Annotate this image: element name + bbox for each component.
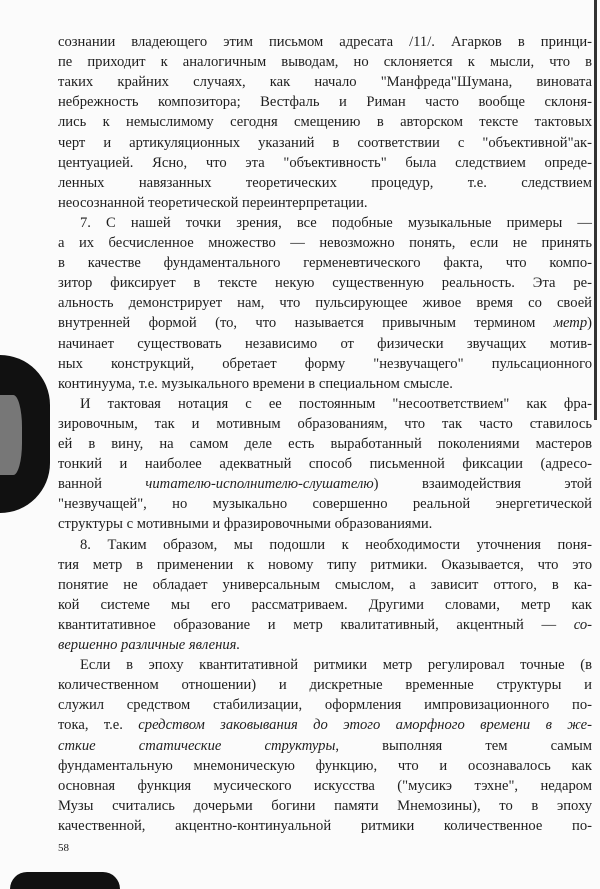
text-segment: сознании владеющего этим письмом адресата /11/. Агарков в принци- [58, 34, 592, 50]
text-segment: 8. Таким образом, мы подошли к необходимости уточнения поня- [80, 536, 592, 553]
text-segment: "незвучащей", но музыкально совершенно реальной энергетической [58, 496, 592, 513]
text-segment: тия метр в применении к новому типу ритмики. Оказывается, что это [58, 556, 592, 573]
text-segment: , выполняя тем самым [335, 737, 592, 754]
text-line [58, 515, 592, 534]
text-line [80, 536, 592, 555]
text-line [58, 737, 592, 756]
text-segment: качественной, акцентно-континуальной ритмики количественное по- [58, 817, 592, 834]
italic-text: метр [553, 315, 588, 332]
text-line [58, 154, 592, 173]
text-segment: внутренней формой (то, что называется привычным термином [58, 315, 554, 332]
text-line [58, 294, 592, 313]
text-segment: ей в вину, на самом деле есть выработанный поколениями мастеров [58, 436, 592, 452]
text-segment: ленных навязанных теоретических процедур, т.е. следствием [58, 174, 592, 191]
text-segment: неосознанной теоретической переинтерпретации. [58, 194, 368, 211]
text-line [58, 495, 592, 514]
text-segment: а их бесчисленное множество — невозможно понять, если не принять [58, 235, 592, 251]
text-segment: основная функция мусического искусства ("мусикэ тэхне", недаром [58, 777, 592, 794]
text-line [58, 475, 592, 494]
text-line [58, 676, 592, 695]
text-line [58, 73, 592, 92]
text-line [58, 335, 592, 354]
text-segment: пе приходит к аналогичным выводам, но склоняется к мысли, что в [58, 54, 592, 71]
text-line [58, 576, 592, 595]
text-segment: служил средством стабилизации, оформления импровизационного по- [58, 697, 592, 714]
italic-text: сткие статические структуры [58, 737, 336, 754]
text-segment: ных конструкций, обретает форму "незвучащего" пульсационного [58, 355, 592, 372]
text-line [58, 757, 592, 776]
text-segment: Если в эпоху квантитативной ритмики метр регулировал точные (в [80, 657, 592, 674]
page-number: 58 [58, 842, 69, 854]
text-segment: количественном отношении) и дискретные временные структуры и [58, 677, 592, 694]
text-segment: небрежность композитора; Вестфаль и Риман часто вообще склоня- [58, 94, 592, 111]
text-line [58, 93, 592, 112]
text-segment: начинает существовать независимо от физически звучащих мотив- [58, 335, 592, 352]
text-segment: альность демонстрирует нам, что пульсирующее живое время со своей [58, 295, 592, 312]
text-segment: ) взаимодействия этой [373, 476, 592, 493]
text-segment: структуры с мотивными и фразировочными образованиями. [58, 516, 433, 533]
text-segment: центуацией. Ясно, что эта "объективность" была следствием опреде- [58, 154, 592, 171]
text-segment: тока, т.е. [58, 717, 139, 734]
text-line [58, 817, 592, 836]
scan-artifact-bottom [10, 872, 120, 889]
text-line [58, 777, 592, 796]
italic-text: читателю-исполнителю-слушателю [145, 476, 374, 493]
text-segment: фундаментальную мнемоническую функцию, что и осознавалось как [58, 757, 592, 774]
text-segment: ванной [58, 476, 146, 493]
text-segment: понятие не обладает универсальным смыслом, а зависит оттого, в ка- [58, 576, 592, 593]
text-line [58, 174, 592, 193]
text-segment: таких крайних случаях, как начало "Манфреда"Шумана, виновата [58, 74, 592, 91]
text-segment: И тактовая нотация с ее постоянным "несоответствием" как фра- [80, 395, 592, 412]
text-line [58, 33, 592, 52]
text-line [58, 716, 592, 735]
text-line [80, 214, 592, 233]
text-segment: зировочным, так и мотивным образованиям, что так часто ставилось [58, 415, 592, 432]
italic-text: со- [573, 616, 592, 633]
text-line [58, 274, 592, 293]
text-line [58, 134, 592, 153]
text-segment: континуума, т.е. музыкального времени в специальном смысле. [58, 375, 453, 392]
text-line [58, 234, 592, 253]
text-segment: квантитативное образование и метр квалитативный, акцентный — [58, 616, 574, 633]
text-line [58, 435, 592, 454]
text-line [58, 53, 592, 72]
scan-artifact-left-inner [0, 395, 22, 475]
text-segment: Музы считались дочерьми богини памяти Мнемозины), то в эпоху [58, 797, 592, 814]
italic-text: вершенно различные явления. [58, 637, 241, 653]
text-line [58, 415, 592, 434]
text-line [58, 375, 592, 394]
scan-edge-shadow [594, 0, 597, 420]
text-line [58, 596, 592, 615]
text-line [58, 696, 592, 715]
text-segment: в качестве фундаментального герменевтического факта, что компо- [58, 255, 592, 272]
text-segment: 7. С нашей точки зрения, все подобные музыкальные примеры — [80, 214, 592, 231]
text-segment: черт и артикуляционных указаний в соответствии с "объективной"ак- [58, 134, 592, 151]
text-segment: ) [587, 315, 592, 332]
text-line [58, 797, 592, 816]
text-segment: лись к немыслимому сегодня смещению в авторском тексте тактовых [58, 114, 592, 131]
text-line [80, 656, 592, 675]
text-segment: кой системе мы его рассматриваем. Другими словами, метр как [58, 596, 592, 613]
text-line [58, 455, 592, 474]
italic-text: средством заковывания до этого аморфного времени в же- [138, 717, 593, 734]
text-line [58, 556, 592, 575]
text-line [58, 355, 592, 374]
text-line [58, 113, 592, 132]
text-line [58, 636, 592, 655]
text-line [58, 314, 592, 333]
text-line [58, 616, 592, 635]
text-line [80, 395, 592, 414]
text-line [58, 194, 592, 213]
text-segment: зитор фиксирует в тексте некую существенную реальность. Эта ре- [58, 275, 592, 292]
text-line [58, 254, 592, 273]
text-segment: тонкий и наиболее адекватный способ письменной фиксации (адресо- [58, 456, 592, 473]
